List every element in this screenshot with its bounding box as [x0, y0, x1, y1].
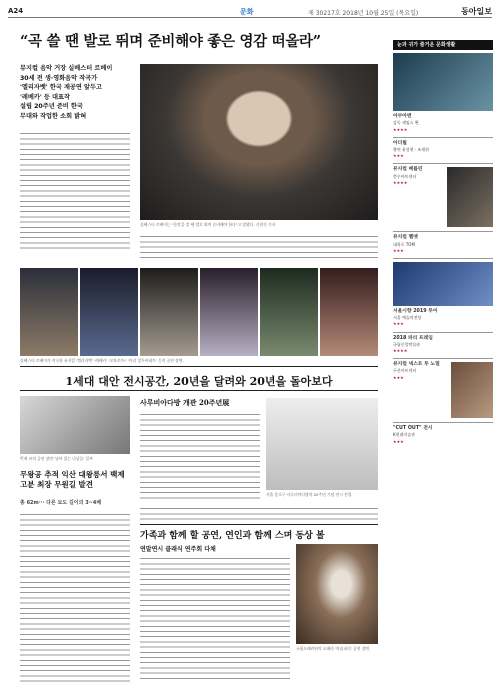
tomb-subhead: 총 62m··· 다른 묘도 길이의 3~4배 [20, 500, 102, 506]
rating-stars: ★★★ [393, 374, 404, 380]
listing-divider [393, 258, 493, 259]
rating-stars: ★★★ [393, 247, 404, 253]
listing-header: 눈과 귀가 즐거운 문화생활 [393, 40, 493, 50]
listing-title: 뮤지컬 넥스트 투 노멀 [393, 362, 440, 368]
rating-stars: ★★★★ [393, 348, 408, 354]
feature-body-text [20, 129, 130, 249]
section-label: 문화 [240, 8, 254, 16]
listing-credit: 출연 윤상현 · 조재현 [393, 147, 429, 153]
listing-title: 뮤지컬 헬멧 [393, 235, 418, 241]
rating-stars: ★★★★ [393, 179, 408, 185]
portrait-photo [140, 64, 378, 220]
stage-photo [260, 268, 318, 356]
listing-title: 뮤지컬 베를린 [393, 167, 423, 173]
listing-divider [393, 231, 493, 232]
listing-title: 아더월 [393, 140, 407, 146]
opera-subhead: 연말연시 클래식 연주회 다채 [140, 546, 216, 553]
sub-line-4: 설립 20주년 준비 한국 [20, 103, 83, 110]
portrait-caption: 실베스터 르베이는 "음악을 쓸 땐 발로 뛰며 준비해야 한다"고 말했다. 신원건 기자 [140, 222, 276, 227]
opera-caption: 국립오페라단의 오페라 '마술피리' 공연 장면. [296, 646, 371, 651]
listing-credit: 충무아트센터 [393, 173, 417, 179]
page-number: A24 [8, 7, 24, 15]
section-divider [20, 366, 378, 367]
stage-caption: 실베스터 르베이가 작곡한 뮤지컬 '엘리자벳' '레베카' '모차르트!' '마리 앙투아네트' 등의 공연 장면. [20, 358, 184, 363]
listing-title: "CUT OUT" 전시 [393, 426, 433, 432]
dance-caption: 박재 씨의 공연 장면 '남아 있는 나날들' 일부 [20, 456, 93, 461]
sub-line-3: '레베카' 등 대표작 [20, 93, 70, 101]
stage-photo-row [20, 268, 378, 356]
tomb-headline: 무왕공 추적 익산 대왕릉서 백제고분 최장 무원길 발견 [20, 470, 125, 489]
listing-credit: 감독 제임스 완 [393, 120, 419, 126]
gallery-body-text-2 [140, 504, 378, 522]
gallery-body-text [140, 410, 260, 500]
banner-headline: 1세대 대안 전시공간, 20년을 달려와 20년을 돌아보다 [65, 375, 333, 388]
dance-photo [20, 396, 130, 454]
listing-photo [393, 53, 493, 111]
listing-photo [393, 262, 493, 306]
listing-credit: 대학로 TOM [393, 241, 415, 247]
rating-stars: ★★★ [393, 321, 404, 327]
opera-body-text [140, 554, 290, 682]
rating-stars: ★★★ [393, 153, 404, 159]
stage-photo [20, 268, 78, 356]
sub-line-5: 무대와 작업한 소회 밝혀 [20, 112, 87, 120]
listing-credit: 국립중앙박물관 [393, 341, 421, 347]
feature-body-text-2 [140, 232, 378, 262]
stage-photo [80, 268, 138, 356]
listing-divider [393, 332, 493, 333]
gallery-headline: 사루비아다방 개관 20주년展 [140, 398, 230, 407]
section-divider [20, 390, 378, 391]
tomb-body-text [20, 510, 130, 682]
gallery-caption: 서울 종로구 사루비아다방의 20주년 기념 전시 전경. [266, 492, 353, 497]
opera-headline: 가족과 함께 할 공연, 연인과 함께 스며 동상 볼 [140, 531, 325, 541]
opera-photo [296, 544, 378, 644]
rating-stars: ★★★★ [393, 126, 408, 132]
issue-info: 제 30217호 2018년 10월 25일 (목요일) [308, 10, 419, 17]
gallery-photo [266, 398, 378, 490]
listing-divider [393, 422, 493, 423]
byline: 뮤지컬 음악 거장 실베스터 르베이 [20, 65, 113, 72]
page-header [8, 6, 492, 18]
culture-listing-column [393, 24, 493, 688]
listing-credit: K현대미술관 [393, 432, 415, 438]
feature-subheading [20, 64, 130, 249]
listing-photo [447, 167, 493, 227]
rating-stars: ★★★ [393, 438, 404, 444]
listing-title: 서울시향 2019 투어 [393, 309, 438, 315]
listing-title: 2018 파리 프레임 [393, 335, 433, 341]
sub-line-2: '엘리자벳' 한국 재공연 앞두고 [20, 84, 102, 91]
listing-credit: 두산아트센터 [393, 368, 417, 374]
listing-title: 아쿠아맨 [393, 114, 412, 120]
newspaper-name: 동아일보 [461, 6, 492, 16]
listing-divider [393, 137, 493, 138]
stage-photo [200, 268, 258, 356]
listing-photo [451, 362, 493, 418]
main-headline: “곡 쓸 땐 발로 뛰며 준비해야 좋은 영감 떠올라” [20, 33, 321, 50]
sub-line-1: 30세 전 생·영화음악 작곡가 [20, 74, 98, 82]
listing-credit: 서울 예술의전당 [393, 315, 422, 321]
stage-photo [320, 268, 378, 356]
section-divider [140, 524, 378, 525]
stage-photo [140, 268, 198, 356]
